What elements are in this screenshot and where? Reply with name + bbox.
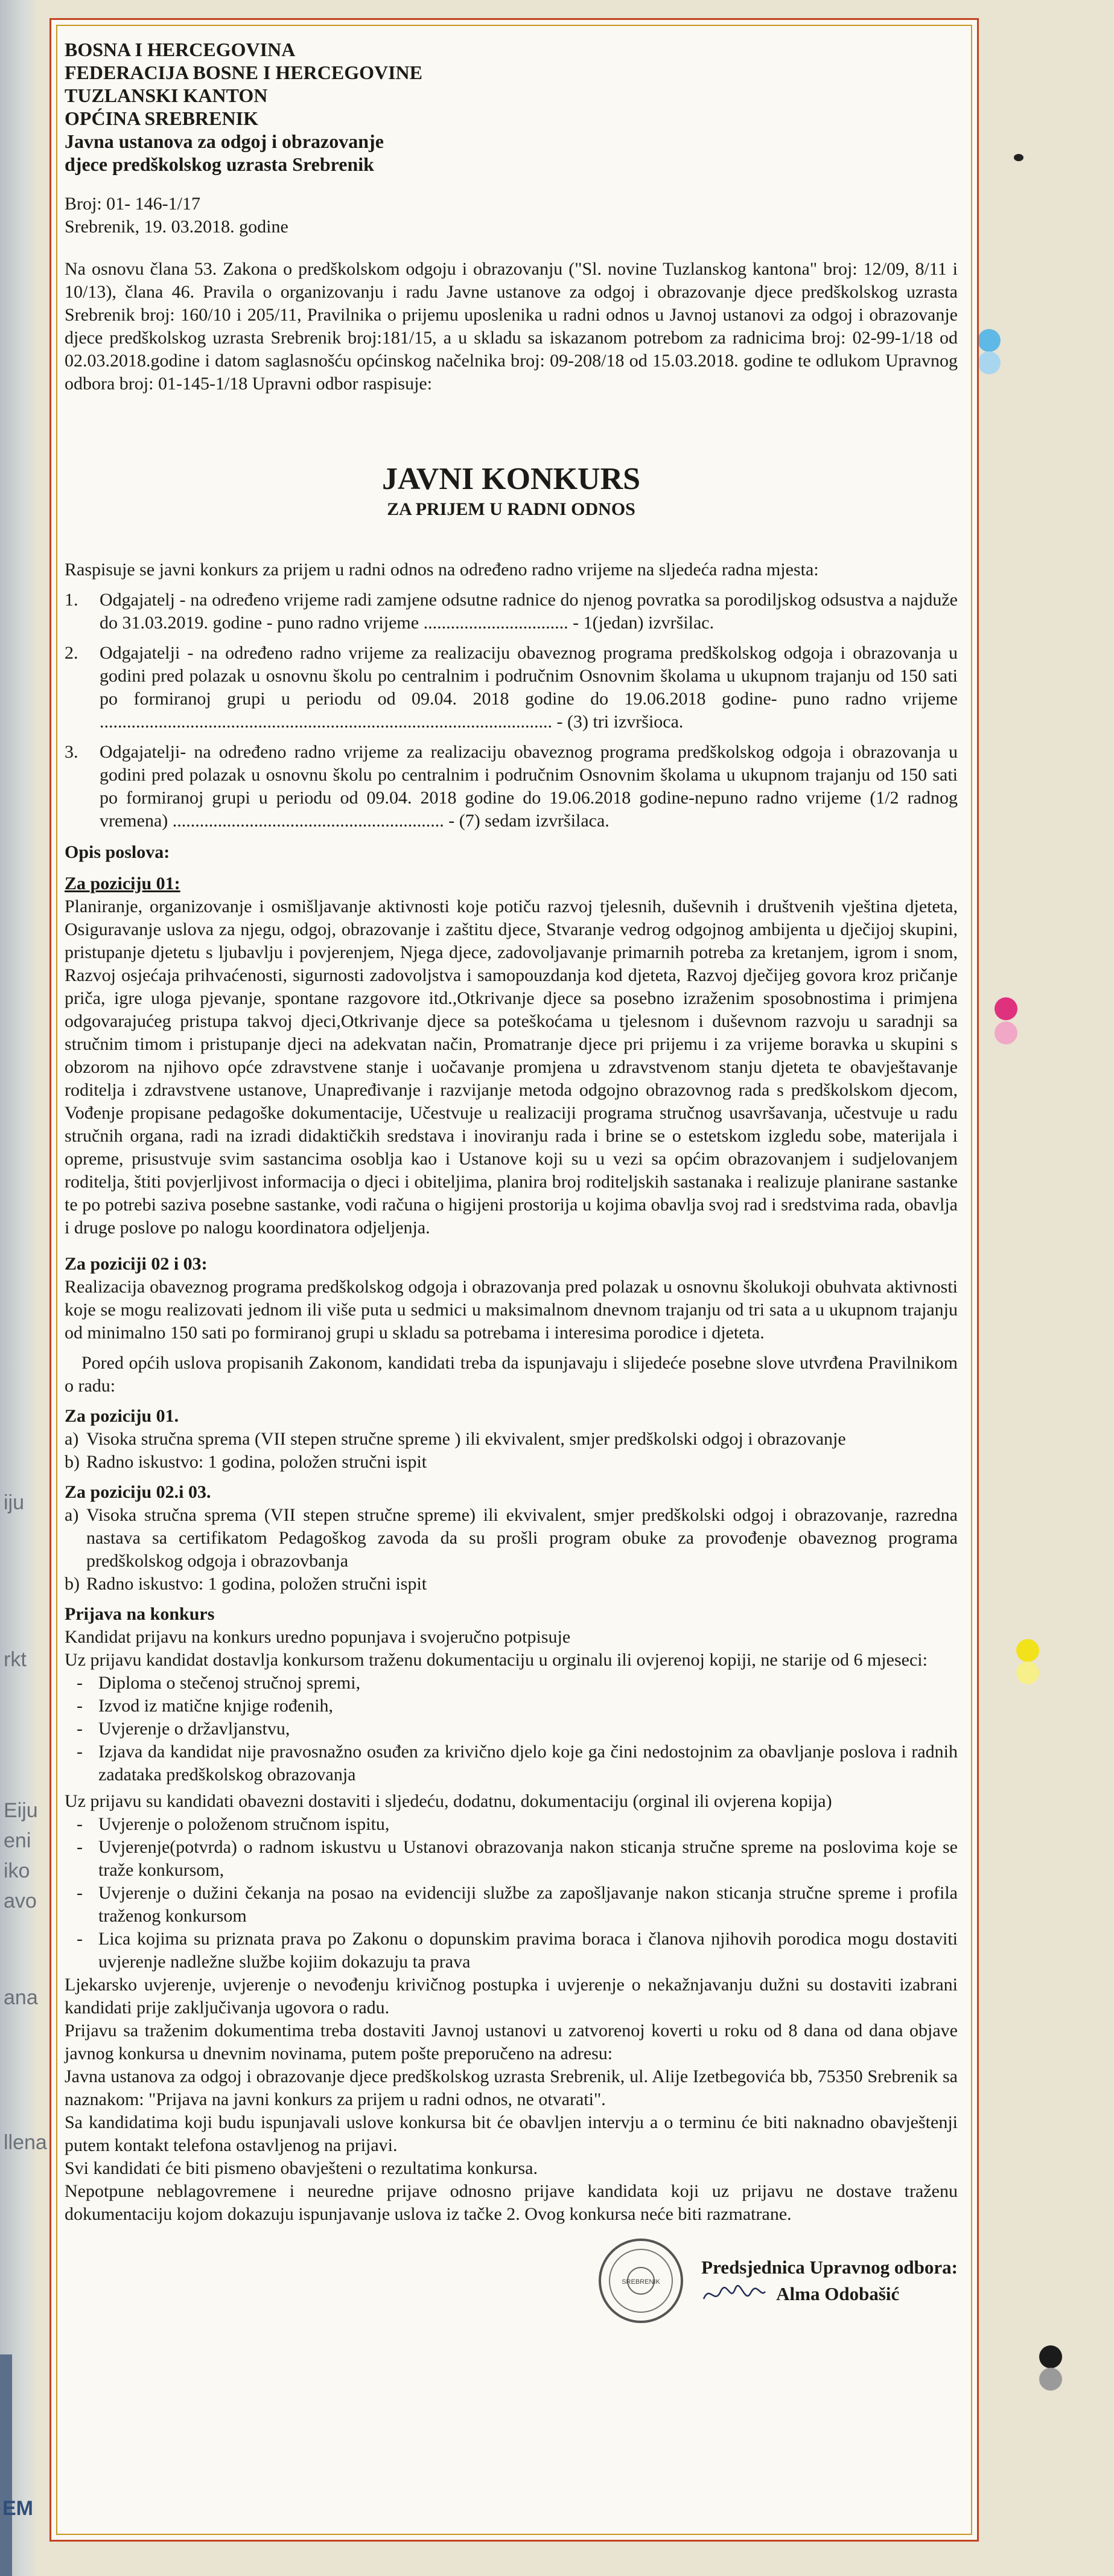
signature-block bbox=[65, 2236, 958, 2326]
position-01-heading: Za poziciju 01: bbox=[65, 874, 180, 893]
requirement-text: Radno iskustvo: 1 godina, položen stručni ispit bbox=[86, 1452, 427, 1472]
adjacent-page-bar bbox=[0, 2354, 12, 2576]
institution-header bbox=[65, 38, 958, 176]
position-number: 2. bbox=[65, 643, 78, 663]
print-registration-dot-black bbox=[1039, 2345, 1062, 2368]
announcement-title: JAVNI KONKURS bbox=[381, 462, 641, 496]
position-02-03-heading: Za poziciji 02 i 03: bbox=[65, 1254, 208, 1274]
header-line: Javna ustanova za odgoj i obrazovanje bbox=[65, 130, 384, 152]
document-item: - Uvjerenje o državljanstvu, bbox=[77, 1718, 958, 1740]
application-paragraph: Kandidat prijavu na konkurs uredno popunjava i svojeručno potpisuje bbox=[65, 1627, 571, 1647]
position-item bbox=[65, 642, 958, 733]
strip-fragment: iko bbox=[4, 1859, 30, 1882]
requirements-position-02-03-heading: Za poziciju 02.i 03. bbox=[65, 1482, 211, 1502]
closing-paragraph: Javna ustanova za odgoj i obrazovanje djece predškolskog uzrasta Srebrenik, ul. Alije Izetbegovića bb, 75350 Srebrenik sa naznakom: "Prijava na javni konkurs za prijem u radni odnos, ne otvarati". bbox=[65, 2066, 958, 2109]
closing-paragraph: Prijavu sa traženim dokumentima treba dostaviti Javnoj ustanovi u zatvorenoj koverti u roku od 8 dana od dana objave javnog konkursa u dnevnim novinama, putem pošte preporučeno na adresu: bbox=[65, 2021, 958, 2063]
position-text: Odgajatelji - na određeno radno vrijeme za realizaciju obaveznog programa predškolskog odgoja i obrazovanja u godini pred polazak u osnovnu školu po centralnim i područnim Osnovnim školama u ukupnom trajanju od 150 sati po formiranoj grupi u periodu od 09.04. 2018 godine do 19.06.2018 godine- puno radno vrijeme .................................................................................................... - (3) tri izvršioca. bbox=[100, 643, 958, 732]
document-text: Izvod iz matične knjige rođenih, bbox=[98, 1696, 334, 1716]
ink-speck bbox=[1014, 154, 1023, 161]
strip-fragment: eni bbox=[4, 1829, 31, 1852]
document-item: - Izvod iz matične knjige rođenih, bbox=[77, 1695, 958, 1718]
signature-area bbox=[701, 2254, 958, 2307]
position-text: Odgajatelji- na određeno radno vrijeme za realizaciju obaveznog programa predškolskog odgoja i obrazovanja u godini pred polazak u osnovnu školu po centralnim i područnim Osnovnim školama u ukupnom trajanju od 150 sati po formiranoj grupi u periodu od 09.04. 2018 godine do 19.06.2018 godine-nepuno radno vrijeme (1/2 radnog vremena) ............................................................ - (7) sedam izvršilaca. bbox=[100, 742, 958, 831]
document-text: Izjava da kandidat nije pravosnažno osuđen za krivično djelo koje ga čini nedostojnim za obavljanje poslova i radnih zadataka predškolskog obrazovanja bbox=[98, 1742, 958, 1785]
closing-paragraph: Ljekarsko uvjerenje, uvjerenje o nevođenju krivičnog postupka i uvjerenje o nekažnjavanju dužni su dostaviti izabrani kandidati prije zaključivanja ugovora o radu. bbox=[65, 1975, 958, 2018]
positions-list bbox=[65, 589, 958, 833]
position-01-duties: Planiranje, organizovanje i osmišljavanje aktivnosti koje potiču razvoj tjelesnih, duševnih i društvenih vještina djeteta, Osiguravanje uslova za njegu, odgoj, obrazovanje i zaštitu djece, Stvaranje vedrog odgojnog ambijenta u dječijoj skupini, pristupanje djetetu s ljubavlju i povjerenjem, Njega djece, zadovoljavanje primarnih potreba za kretanjem, igrom i snom, Razvoj osjećaja prihvaćenosti, sigurnosti zadovoljstva i samopouzdanja kod djeteta, Razvoj dječijeg govora kroz pričanje priča, igre uloga pjevanje, spontane razgovore itd.,Otkrivanje djece sa posebno izraženim sposobnostima i primjena odgovarajućeg pristupa takvoj djeci,Otkrivanje djece sa poteškoćama u tjelesnom i duševnom razvoju u saradnji sa stručnim timom i pristupanje djeci na adekvatan način, Promatranje djece pri prijemu i za vrijeme boravka u skupini s obzorom na njihovo opće zdravstvene stanje i uočavanje promjena u zdravstvenom stanju djeteta te obavještavanje roditelja i zdravstvene ustanove, Unapređivanje i razvijanje metoda odgojno obrazovnog rada s predškolskom djecom, Vođenje propisane pedagoške dokumentacije, Učestvuje u realizaciji programa stručnog usavršavanja, učestvuje u radu stručnih organa, radi na izradi didaktičkih sredstava i inoviranju rada i brine se o estetskom izgledu sobe, materijala i opreme, prisustvuje svim sastancima osoblja kao i Ustanove koji su u vezi sa općim obrazovanjem i sudjelovanjem roditelja, štiti povjerljivost informacija o djeci i obiteljima, planira broj roditeljskih sastanaka i realizuje planirane sastanke te po potrebi saziva posebne sastanke, vodi računa o higijeni prostorija u kojima obavlja svoj rad i sredstvima rada, obavlja i druge poslove po nalogu koordinatora odjeljenja. bbox=[65, 896, 958, 1238]
requirement-text: Radno iskustvo: 1 godina, položen stručni ispit bbox=[86, 1574, 427, 1594]
header-line: TUZLANSKI KANTON bbox=[65, 85, 268, 106]
document-text: Uvjerenje o položenom stručnom ispitu, bbox=[98, 1814, 390, 1834]
strip-fragment: avo bbox=[4, 1890, 37, 1913]
signature-name: Alma Odobašić bbox=[776, 2283, 900, 2304]
reference-number: Broj: 01- 146-1/17 bbox=[65, 194, 200, 214]
strip-fragment: Eiju bbox=[4, 1799, 38, 1822]
requirements-intro: Pored općih uslova propisanih Zakonom, kandidati treba da ispunjavaju i slijedeće posebne slove utvrđena Pravilnikom o radu: bbox=[65, 1353, 958, 1396]
document-text: Uvjerenje o dužini čekanja na posao na evidenciji službe za zapošljavanje nakon sticanja stručne spreme i profila traženog konkursom bbox=[98, 1883, 958, 1926]
announcement-content bbox=[65, 38, 958, 2326]
requirements-position-01-heading: Za poziciju 01. bbox=[65, 1406, 179, 1426]
print-registration-dot-cyan-light bbox=[978, 351, 1001, 374]
position-text: Odgajatelj - na određeno vrijeme radi zamjene odsutne radnice do njenog povratka sa porodiljskog odsustva a najduže do 31.03.2019. godine - puno radno vrijeme ................................ - 1(jedan) izvršilac. bbox=[100, 590, 958, 633]
requirement-marker: b) bbox=[65, 1574, 80, 1594]
requirement-item bbox=[65, 1428, 958, 1451]
application-paragraph: Uz prijavu su kandidati obavezni dostaviti i sljedeću, dodatnu, dokumentaciju (orginal ili ovjerena kopija) bbox=[65, 1791, 832, 1811]
official-stamp bbox=[593, 2236, 689, 2326]
signature-title: Predsjednica Upravnog odbora: bbox=[701, 2257, 958, 2278]
strip-fragment: llena bbox=[4, 2131, 47, 2154]
legal-basis-paragraph: Na osnovu člana 53. Zakona o predškolskom odgoju i obrazovanju ("Sl. novine Tuzlanskog kantona" broj: 12/09, 8/11 i 10/13), člana 46. Pravila o organizovanju i radu Javne ustanove za odgoj i obrazovanje djece predškolskog uzrasta Srebrenik broj: 160/10 i 205/11, Pravilnika o prijemu uposlenika u radni odnos u Javnoj ustanovi za odgoj i obrazovanje djece predškolskog uzrasta Srebrenik broj:181/15, a u skladu sa iskazanom potrebom za radnicima broj: 02-99-1/18 od 02.03.2018.godine i datom saglasnošću općinskog načelnika broj: 09-208/18 od 15.03.2018. godine te odlukom Upravnog odbora broj: 01-145-1/18 Upravni odbor raspisuje: bbox=[65, 259, 958, 394]
document-item: - Uvjerenje o položenom stručnom ispitu, bbox=[77, 1813, 958, 1836]
adjacent-logo: EM bbox=[2, 2497, 33, 2520]
closing-paragraph: Nepotpune neblagovremene i neuredne prijave odnosno prijave kandidata koji uz prijavu ne dostave traženu dokumentaciju kojom dokazuju ispunjavanje uslova iz tačke 2. Ovog konkursa neće biti razmatrane. bbox=[65, 2181, 958, 2224]
position-number: 3. bbox=[65, 742, 78, 762]
strip-fragment: ana bbox=[4, 1986, 38, 2009]
document-item: - Diploma o stečenoj stručnoj spremi, bbox=[77, 1672, 958, 1695]
positions-lead: Raspisuje se javni konkurs za prijem u radni odnos na određeno radno vrijeme na sljedeća radna mjesta: bbox=[65, 560, 819, 580]
strip-fragment: rkt bbox=[4, 1648, 27, 1671]
requirement-marker: b) bbox=[65, 1452, 80, 1472]
closing-paragraph: Svi kandidati će biti pismeno obavješteni o rezultatima konkursa. bbox=[65, 2158, 538, 2178]
print-registration-dot-grey bbox=[1039, 2368, 1062, 2391]
requirement-text: Visoka stručna sprema (VII stepen stručne spreme ) ili ekvivalent, smjer predškolski odgoj i obrazovanje bbox=[86, 1429, 846, 1449]
requirement-item bbox=[65, 1451, 958, 1474]
document-item: - Lica kojima su priznata prava po Zakonu o dopunskim pravima boraca i članova njihovih porodica mogu dostaviti uvjerenje nadležne službe kojiim dokazuju ta prava bbox=[77, 1928, 958, 1974]
print-registration-dot-magenta-light bbox=[995, 1021, 1017, 1044]
adjacent-page-strip bbox=[0, 0, 47, 2576]
document-item: - Uvjerenje(potvrda) o radnom iskustvu u Ustanovi obrazovanja nakon sticanja stručne spreme na poslovima koje se traže konkursom, bbox=[77, 1836, 958, 1882]
print-registration-dot-yellow-light bbox=[1016, 1661, 1039, 1684]
position-02-03-duties: Realizacija obaveznog programa predškolskog odgoja i obrazovanja pred polazak u osnovnu školukoji obuhvata aktivnosti koje se mogu realizovati jednom ili više puta u sedmici u maksimalnom dnevnom trajanju od tri sata a u ukupnom trajanju od minimalno 150 sati po formiranoj grupi u skladu sa potrebama i interesima porodice i djeteta. bbox=[65, 1277, 958, 1343]
strip-fragment: iju bbox=[4, 1491, 25, 1514]
additional-documents-list bbox=[65, 1813, 958, 1974]
position-number: 1. bbox=[65, 590, 78, 610]
header-line: FEDERACIJA BOSNE I HERCEGOVINE bbox=[65, 62, 422, 83]
requirement-marker: a) bbox=[65, 1505, 79, 1525]
stamp-lettering: SREBRENIK bbox=[622, 2278, 660, 2286]
application-paragraph: Uz prijavu kandidat dostavlja konkursom traženu dokumentaciju u orginalu ili ovjerenoj kopiji, ne starije od 6 mjeseci: bbox=[65, 1650, 928, 1670]
stamp-seal-icon bbox=[593, 2236, 689, 2326]
document-meta bbox=[65, 193, 958, 238]
document-item: - Izjava da kandidat nije pravosnažno osuđen za krivično djelo koje ga čini nedostojnim za obavljanje poslova i radnih zadataka predškolskog obrazovanja bbox=[77, 1740, 958, 1786]
announcement-page bbox=[49, 18, 979, 2542]
position-item bbox=[65, 741, 958, 833]
announcement-subtitle: ZA PRIJEM U RADNI ODNOS bbox=[387, 499, 635, 519]
closing-paragraph: Sa kandidatima koji budu ispunjavali uslove konkursa bit će obavljen intervju a o terminu će biti naknadno obavještenji putem kontakt telefona ostavljenog na prijavi. bbox=[65, 2112, 958, 2155]
requirement-text: Visoka stručna sprema (VII stepen stručne spreme) ili ekvivalent, smjer predškolski odgoj i obrazovanje, razredna nastava sa certifikatom Pedagoškog zavoda da su prošli program obuke za provođenje obaveznog programa predškolskog odgoja i obrazovbanja bbox=[86, 1505, 958, 1571]
requirement-marker: a) bbox=[65, 1429, 79, 1449]
document-text: Uvjerenje(potvrda) o radnom iskustvu u Ustanovi obrazovanja nakon sticanja stručne spreme na poslovima koje se traže konkursom, bbox=[98, 1837, 958, 1880]
print-registration-dot-magenta bbox=[995, 997, 1017, 1020]
document-date: Srebrenik, 19. 03.2018. godine bbox=[65, 217, 288, 237]
document-text: Diploma o stečenoj stručnoj spremi, bbox=[98, 1673, 361, 1693]
application-heading: Prijava na konkurs bbox=[65, 1604, 215, 1624]
document-text: Uvjerenje o državljanstvu, bbox=[98, 1719, 290, 1739]
job-description-heading: Opis poslova: bbox=[65, 842, 170, 862]
print-registration-dot-cyan bbox=[978, 329, 1001, 352]
header-line: BOSNA I HERCEGOVINA bbox=[65, 39, 296, 60]
requirement-item bbox=[65, 1504, 958, 1573]
header-line: djece predškolskog uzrasta Srebrenik bbox=[65, 153, 374, 175]
print-registration-dot-yellow bbox=[1016, 1639, 1039, 1662]
document-item: - Uvjerenje o dužini čekanja na posao na evidenciji službe za zapošljavanje nakon sticanja stručne spreme i profila traženog konkursom bbox=[77, 1882, 958, 1928]
requirement-item bbox=[65, 1573, 958, 1596]
handwritten-signature-icon bbox=[701, 2281, 768, 2307]
document-text: Lica kojima su priznata prava po Zakonu o dopunskim pravima boraca i članova njihovih porodica mogu dostaviti uvjerenje nadležne službe kojiim dokazuju ta prava bbox=[98, 1929, 958, 1972]
position-item bbox=[65, 589, 958, 634]
header-line: OPĆINA SREBRENIK bbox=[65, 107, 258, 129]
required-documents-list bbox=[65, 1672, 958, 1786]
